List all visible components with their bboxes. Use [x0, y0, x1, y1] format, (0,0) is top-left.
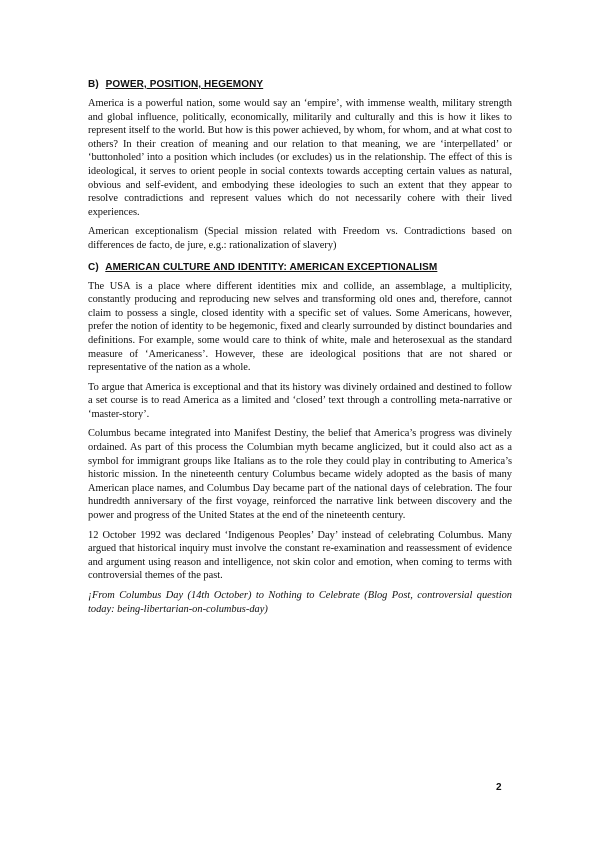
paragraph-closed-text: To argue that America is exceptional and that its history was divinely ordained and destined to follow a set course is to read America as a limited and ‘closed’ text through a controlling meta-narrative or ‘master-story’.: [88, 381, 512, 420]
section-b-letter: B): [88, 79, 99, 90]
paragraph-power: America is a powerful nation, some would say an ‘empire’, with immense wealth, military strength and global influence, politically, economically, militarily and culturally and this is how it likes to represent itself to the world. But how is this power achieved, by whom, for whom, and at what cost to others? In their creation of meaning and our relation to that meaning, we are ‘interpellated’ or ‘buttonholed’ into a position which includes (or excludes) us in the relationship. The effect of this is ideological, it serves to orient people in social contexts towards accepting certain values as natural, obvious and self-evident, and embodying these ideologies to such an extent that they appear to resolve contradictions and represent values which do not necessarily cohere with their lived experiences.: [88, 98, 512, 218]
section-b-title: POWER, POSITION, HEGEMONY: [105, 79, 264, 90]
section-c-heading: [88, 262, 512, 273]
section-c-letter: C): [88, 261, 99, 273]
source-note: ¡From Columbus Day (14th October) to Nothing to Celebrate (Blog Post, controversial question today: being-libertarian-on-columbus-day): [88, 590, 512, 615]
section-c-title: AMERICAN CULTURE AND IDENTITY: AMERICAN EXCEPTIONALISM: [105, 261, 438, 273]
paragraph-identity: The USA is a place where different identities mix and collide, an assemblage, a multiplicity, constantly producing and reproducing new selves and transforming old ones and, therefore, cannot claim to possess a single, closed identity with a specific set of values. Some Americans, however, prefer the notion of identity to be hegemonic, fixed and clearly surrounded by distinct boundaries and definitions. For example, some would care to think of white, male and heterosexual as the standard measure of ‘Americaness’. However, these are ideological positions that are not shared or representative of the nation as a whole.: [88, 280, 512, 374]
paragraph-columbus: Columbus became integrated into Manifest Destiny, the belief that America’s progress was divinely ordained. As part of this process the Columbian myth became anglicized, but it could also act as a symbol for immigrant groups like Italians as to the role they could play in contributing to America’s historic mission. In the nineteenth century Columbus became widely adopted as the basis of many American place names, and Columbus Day became part of the national days of celebration. The four hundredth anniversary of the first voyage, reinforced the narrative link between discovery and the power and progress of the United States at the end of the nineteenth century.: [88, 428, 512, 522]
paragraph-exceptionalism-note: American exceptionalism (Special mission related with Freedom vs. Contradictions based on differences de facto, de jure, e.g.: rationalization of slavery): [88, 226, 512, 251]
page-number: 2: [496, 782, 502, 793]
section-b-heading: [88, 79, 512, 90]
page-content: [88, 79, 512, 622]
paragraph-indigenous-day: 12 October 1992 was declared ‘Indigenous Peoples’ Day’ instead of celebrating Columbus. Many argued that historical inquiry must involve the constant re-examination and reassessment of evidence and argument using reason and intelligence, not skin color and emotion, when coming to terms with controversial themes of the past.: [88, 529, 512, 582]
